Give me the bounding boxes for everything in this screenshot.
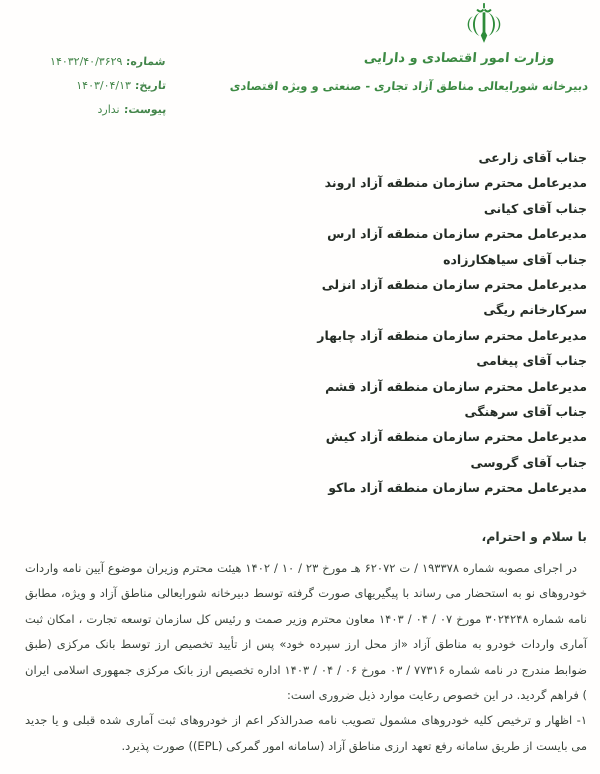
recipient-title: مدیرعامل محترم سازمان منطقه آزاد انزلی	[321, 277, 587, 293]
meta-attachment-row	[18, 98, 166, 122]
recipient-title: مدیرعامل محترم سازمان منطقه آزاد ارس	[327, 226, 587, 242]
letterhead-secretariat: دبیرخانه شورایعالی مناطق آزاد تجاری - صنعتی و ویژه اقتصادی	[229, 79, 589, 93]
recipient-title: مدیرعامل محترم سازمان منطقه آزاد اروند	[324, 175, 587, 191]
recipient-title: مدیرعامل محترم سازمان منطقه آزاد چابهار	[317, 327, 587, 343]
recipient-title: مدیرعامل محترم سازمان منطقه آزاد کیش	[325, 429, 587, 445]
recipient-name: جناب آقای کیانی	[483, 200, 587, 216]
body-paragraph: در اجرای مصوبه شماره ۱۹۳۳۷۸ / ت ۶۲۰۷۲ هـ مورخ ۲۳ / ۱۰ / ۱۴۰۲ هیئت محترم وزیران موضوع آیین نامه واردات خودروهای نو به استحضار می رساند با پیگیریهای صورت گرفته توسط دبیرخانه شورایعالی مناطق آزاد و ویژه، مطابق نامه شماره ۳۰۲۴۲۴۸ مورخ ۰۷ / ۰۴ / ۱۴۰۳ معاون محترم وزیر صمت و رئیس کل سازمان توسعه تجارت ، امکان ثبت آماری واردات خودرو به مناطق آزاد «از محل ارز سپرده خود» پس از تأیید تخصیص ارز توسط بانک مرکزی (طبق ضوابط مندرج در نامه شماره ۷۷۳۱۶ / ۰۳ مورخ ۰۶ / ۰۴ / ۱۴۰۳ اداره تخصیص ارز بانک مرکزی جمهوری اسلامی ایران ) فراهم گردید. در این خصوص رعایت موارد ذیل ضروری است:	[25, 561, 588, 703]
meta-number-row	[18, 50, 166, 74]
recipient-name: جناب آقای گروسی	[470, 454, 587, 470]
recipient-list	[317, 145, 587, 501]
meta-date-value: ۱۴۰۳/۰۴/۱۳	[76, 79, 131, 92]
meta-number-value: ۱۴۰۳۲/۴۰/۳۶۲۹	[50, 55, 123, 68]
meta-attachment-label: پیوست:	[123, 103, 167, 116]
meta-date-row	[18, 74, 166, 98]
letter-body	[25, 556, 587, 759]
recipient-name: جناب آقای پیغامی	[476, 353, 587, 369]
recipient-title: مدیرعامل محترم سازمان منطقه آزاد ماکو	[328, 480, 587, 496]
salutation: با سلام و احترام،	[481, 529, 587, 544]
recipient-name: سرکارخانم ریگی	[483, 302, 587, 318]
recipient-name: جناب آقای زارعی	[478, 150, 587, 165]
letterhead-ministry: وزارت امور اقتصادی و دارایی	[363, 51, 556, 66]
letter-meta-fields	[18, 50, 166, 122]
recipient-title: مدیرعامل محترم سازمان منطقه آزاد قشم	[325, 378, 587, 394]
meta-date-label: تاریخ:	[134, 79, 167, 92]
recipient-name: جناب آقای سرهنگی	[464, 404, 587, 420]
meta-number-label: شماره:	[126, 55, 167, 68]
recipient-name: جناب آقای سیاهکارزاده	[443, 251, 587, 267]
body-item-1: ۱- اظهار و ترخیص کلیه خودروهای مشمول تصویب نامه صدرالذکر اعم از خودروهای ثبت آماری شده قبلی و یا جدید می بایست از طریق سامانه رفع تعهد ارزی مناطق آزاد (سامانه امور گمرکی (EPL)) صورت پذیرد.	[25, 713, 587, 753]
meta-attachment-value: ندارد	[97, 103, 120, 116]
iran-national-emblem-icon	[457, 2, 511, 48]
